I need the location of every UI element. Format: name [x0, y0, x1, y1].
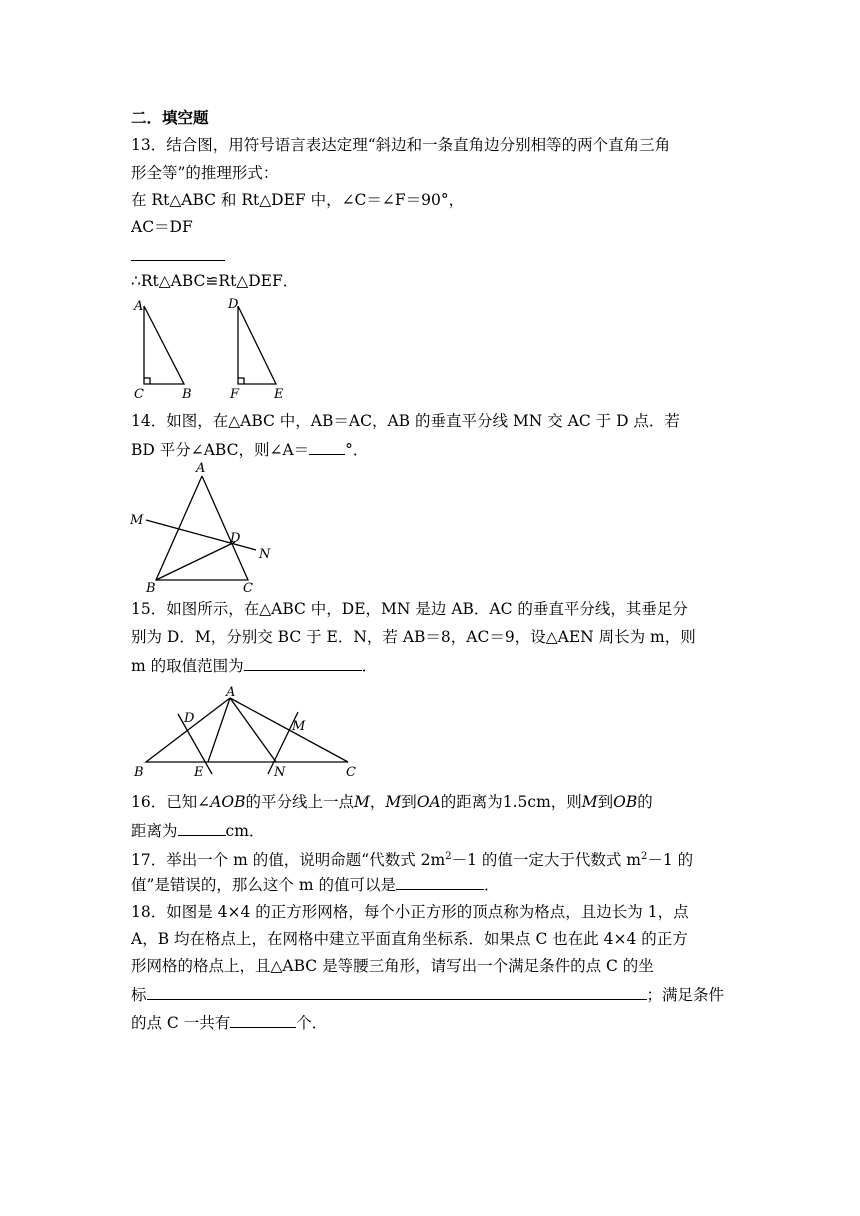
q18-line-3: 形网格的格点上，且△ABC 是等腰三角形，请写出一个满足条件的点 C 的坐 [131, 957, 654, 975]
q15-answer-blank [244, 655, 362, 671]
label-a: A [226, 685, 236, 700]
q15-line-3 [131, 655, 377, 676]
q18-line-4 [131, 984, 724, 1005]
right-angle-f [238, 378, 244, 384]
label-d: D [228, 297, 239, 312]
segment-bd [156, 542, 235, 580]
q16-text-4: ，则 [550, 793, 582, 811]
q16-angle-aob: AOB [210, 793, 246, 811]
q16-line-2 [131, 820, 264, 841]
triangle-abc [146, 698, 348, 762]
q14-line-2-text: BD 平分∠ABC，则∠A＝ [131, 441, 310, 459]
q17-line-2 [131, 874, 500, 895]
q16-point-m-3: M [581, 793, 598, 811]
label-n: N [274, 765, 286, 780]
q16-unit: cm． [225, 822, 265, 840]
q13-line-3: 在 Rt△ABC 和 Rt△DEF 中，∠C＝∠F＝90°， [131, 191, 465, 209]
q15-line-2: 别为 D．M，分别交 BC 于 E．N，若 AB＝8，AC＝9，设△AEN 周长为 m，则 [131, 628, 696, 646]
q16-to: 到 [401, 793, 417, 811]
q16-comma: ， [369, 793, 386, 811]
q17-line-2-text: 值”是错误的，那么这个 m 的值可以是 [131, 876, 396, 894]
q17-line-2-end: ． [483, 876, 500, 894]
label-d: D [184, 711, 195, 726]
q17-text-2: －1 的值一定大于代数式 m [451, 851, 641, 870]
label-e: E [274, 387, 284, 402]
q15-line-3-text: m 的取值范围为 [131, 657, 244, 675]
q13-line-1: 13．结合图，用符号语言表达定理“斜边和一条直角边分别相等的两个直角三角 [131, 136, 671, 154]
q14-line-1: 14．如图，在△ABC 中，AB＝AC，AB 的垂直平分线 MN 交 AC 于 D 点．若 [131, 412, 680, 430]
q16-point-m-2: M [385, 793, 402, 811]
q13-triangles-figure [128, 294, 298, 404]
q17-answer-blank [396, 874, 484, 890]
right-angle-c [144, 378, 150, 384]
section-title: 二．填空题 [131, 108, 209, 127]
q16-point-m: M [354, 793, 370, 811]
triangle-abc [156, 476, 248, 580]
q16-text-1: 16．已知∠ [131, 793, 211, 811]
label-m: M [292, 719, 306, 734]
q17-line-1 [131, 847, 693, 870]
q16-answer-blank [178, 820, 226, 836]
q14-answer-blank [309, 439, 345, 455]
label-a: A [196, 461, 206, 476]
label-e: E [194, 765, 204, 780]
q18-answer-blank-2 [230, 1012, 296, 1028]
label-m: M [130, 513, 144, 528]
q16-text-5: 的 [637, 793, 653, 811]
q17-text-3: －1 的 [647, 851, 694, 870]
label-b: B [134, 765, 144, 780]
q14-triangle-figure [128, 460, 278, 595]
q18-line-5-text: 的点 C 一共有 [131, 1014, 231, 1032]
q16-line-2-text: 距离为 [131, 822, 178, 840]
label-b: B [146, 581, 156, 595]
q15-line-1: 15．如图所示，在△ABC 中，DE，MN 是边 AB．AC 的垂直平分线，其垂足分 [131, 600, 688, 618]
label-c: C [346, 765, 356, 780]
q16-text-3: 的距离为 [440, 793, 503, 811]
q13-line-2: 形全等”的推理形式： [131, 164, 279, 182]
q13-conclusion: ∴Rt△ABC≌Rt△DEF． [131, 272, 299, 290]
label-c: C [134, 387, 144, 402]
q13-line-4: AC＝DF [131, 218, 193, 236]
q13-answer-blank [131, 260, 225, 261]
q16-to-2: 到 [597, 793, 614, 811]
label-d: D [230, 531, 241, 546]
q18-line-5 [131, 1012, 327, 1033]
q18-line-1: 18．如图是 4×4 的正方形网格，每个小正方形的顶点称为格点，且边长为 1，点 [131, 903, 689, 921]
q17-exponent-2: 2 [640, 851, 648, 862]
q16-text-2: 的平分线上一点 [245, 793, 355, 811]
q16-line-1 [131, 792, 653, 812]
q18-line-4-text: 标 [131, 986, 147, 1004]
q14-line-2 [131, 439, 368, 460]
triangle-def [238, 306, 276, 384]
q16-ray-oa: OA [416, 793, 441, 811]
q18-line-5-end: 个． [296, 1014, 328, 1032]
q17-exponent-1: 2 [445, 851, 452, 862]
q17-text-1: 17．举出一个 m 的值，说明命题“代数式 2m [131, 851, 446, 870]
label-b: B [182, 387, 192, 402]
q15-triangle-figure [128, 682, 368, 782]
label-a: A [134, 299, 144, 314]
q18-line-4-end: ；满足条件 [646, 986, 725, 1004]
label-n: N [259, 547, 271, 562]
q16-ray-ob: OB [613, 793, 638, 811]
q14-line-2-end: °． [345, 441, 369, 459]
label-f: F [230, 387, 240, 402]
label-c: C [243, 581, 253, 595]
segment-ae [208, 698, 230, 762]
q15-line-3-end: ． [361, 657, 378, 675]
triangle-abc [144, 306, 184, 384]
q18-answer-blank-1 [147, 984, 647, 1000]
q16-distance: 1.5cm [502, 793, 551, 811]
q18-line-2: A，B 均在格点上，在网格中建立平面直角坐标系．如果点 C 也在此 4×4 的正方 [131, 930, 688, 948]
segment-an [230, 698, 276, 762]
